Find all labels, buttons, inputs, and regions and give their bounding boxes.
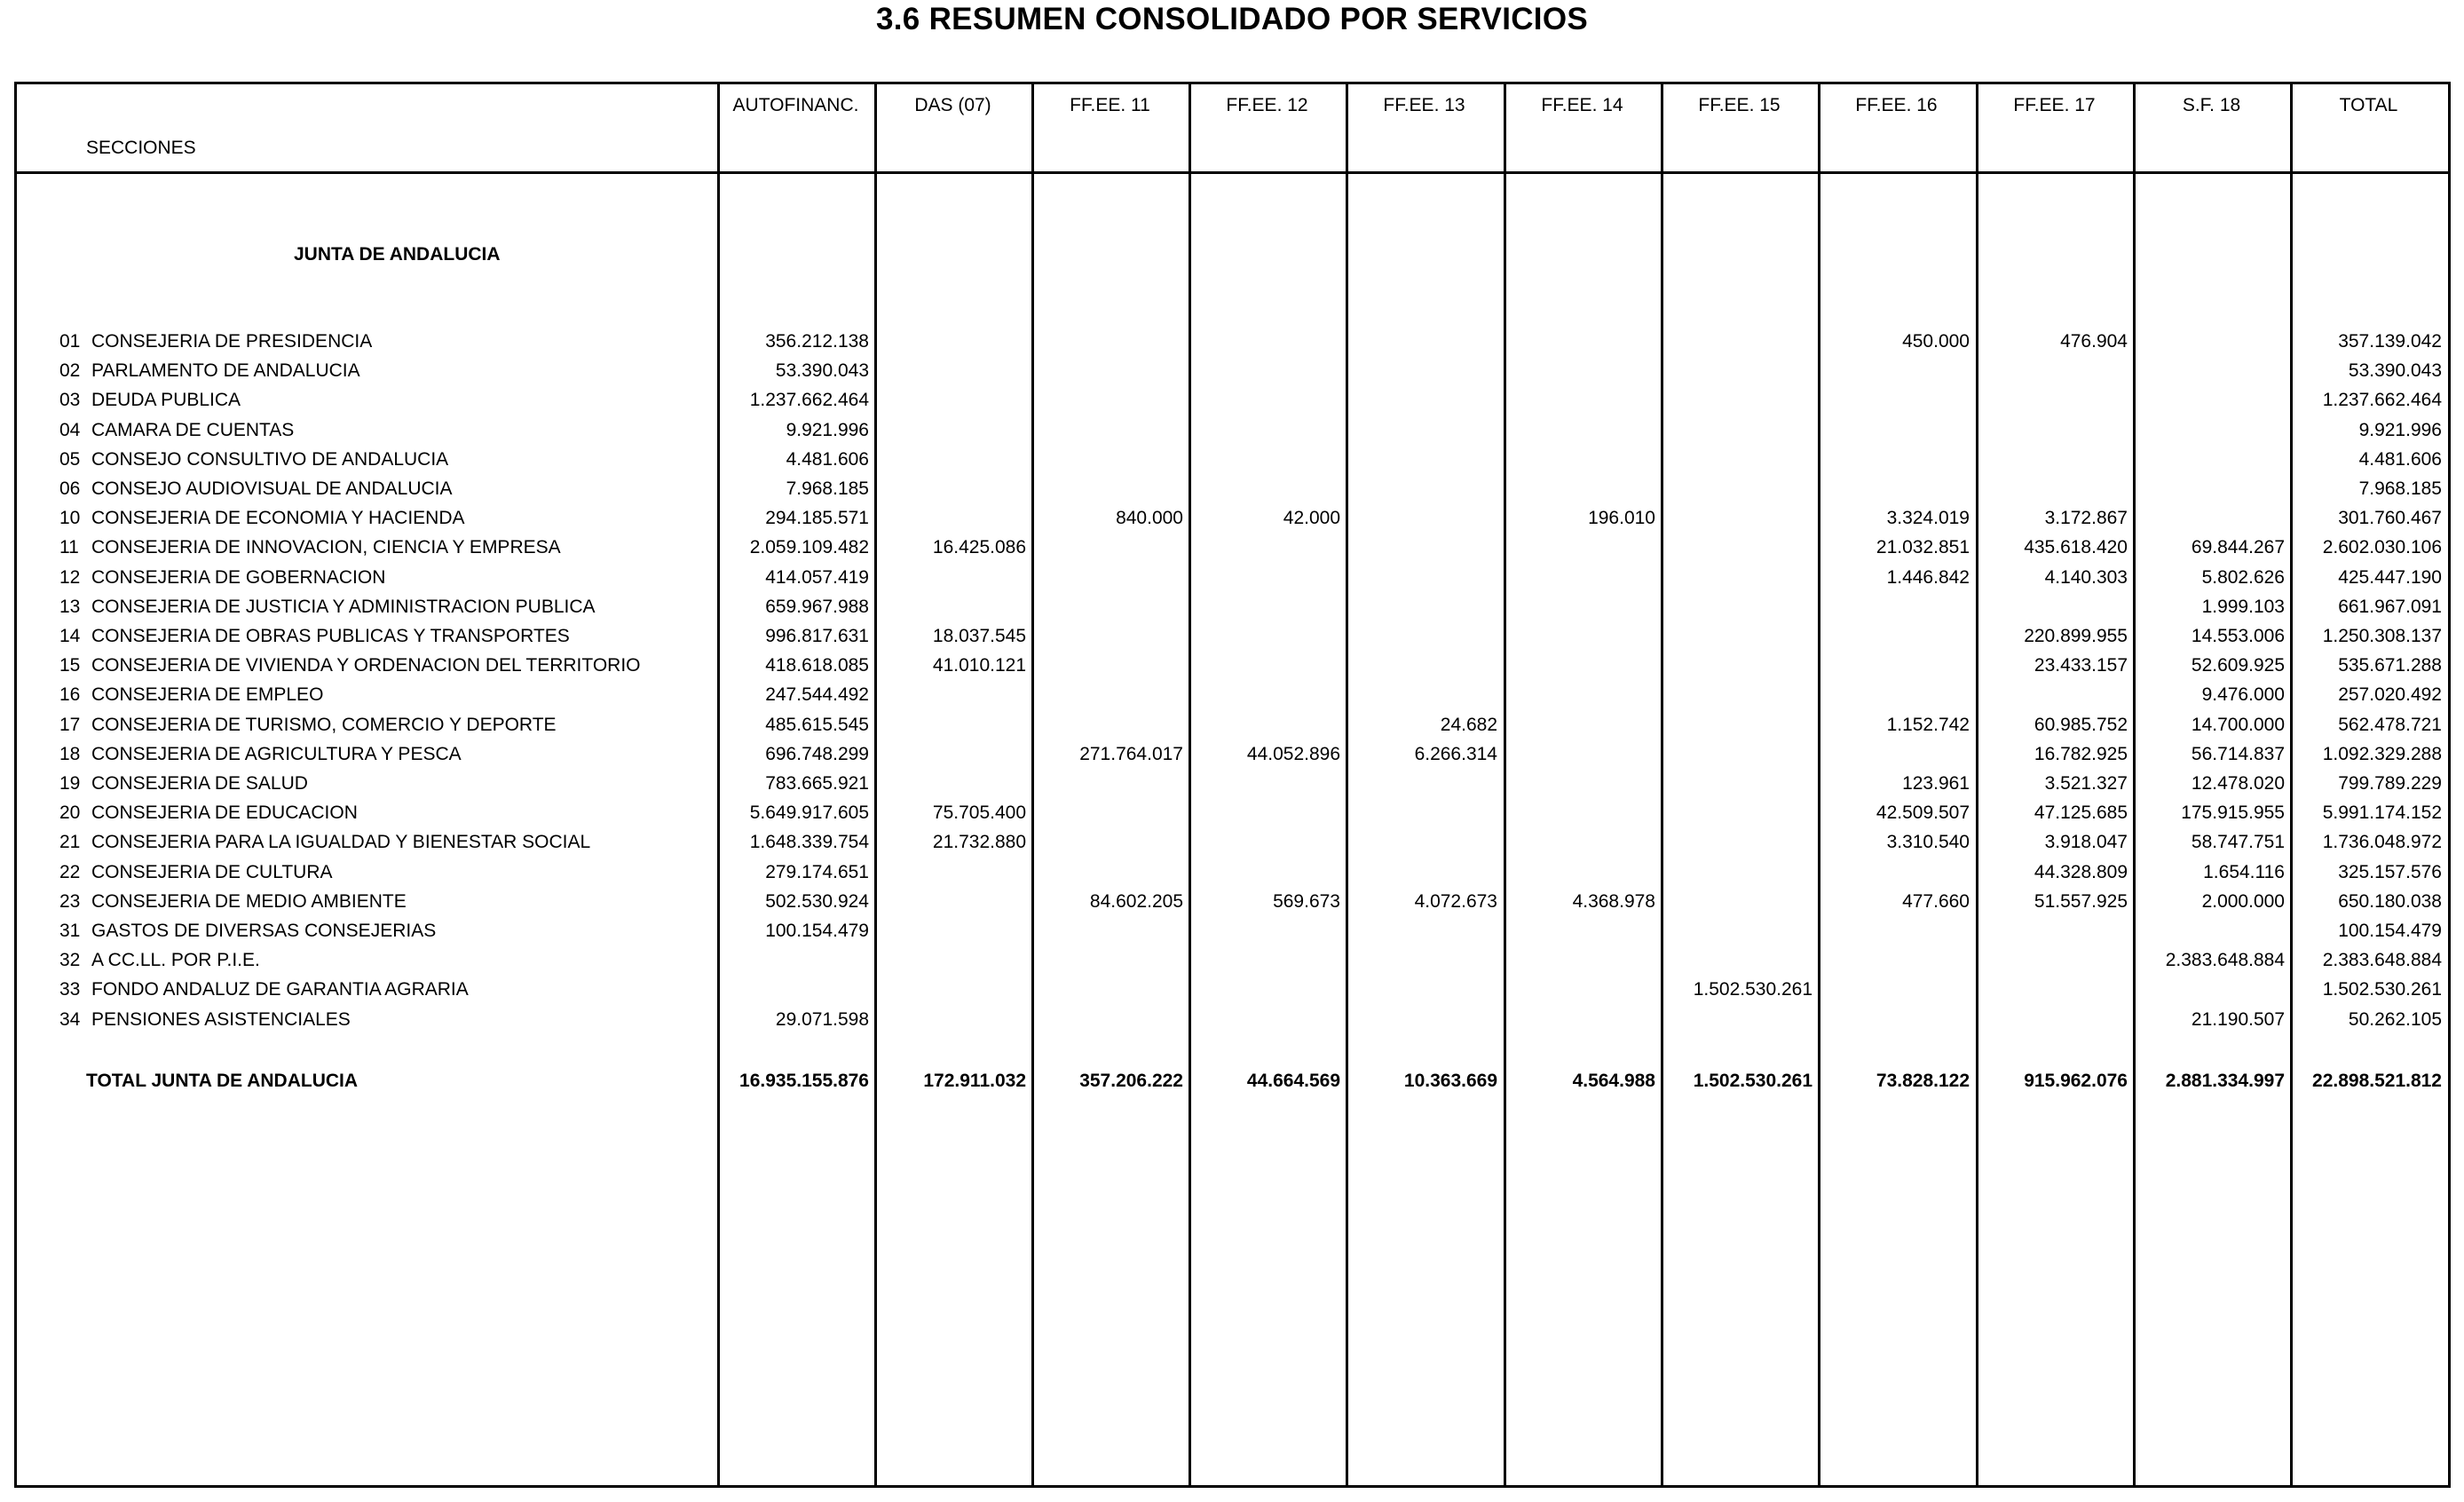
- section-code: 21: [59, 832, 81, 853]
- cell-value: 247.544.492: [765, 684, 869, 706]
- cell-value: 659.967.988: [765, 596, 869, 617]
- group-label: JUNTA DE ANDALUCIA: [294, 244, 501, 265]
- table-row: [0, 950, 2464, 979]
- row-header-label: SECCIONES: [86, 138, 196, 158]
- section-code: 16: [59, 684, 81, 706]
- table-row: [0, 449, 2464, 478]
- cell-value: 3.172.867: [2044, 508, 2128, 529]
- column-divider: [717, 82, 720, 1488]
- table-row: [0, 715, 2464, 744]
- cell-value: 257.020.492: [2338, 684, 2442, 706]
- cell-value: 502.530.924: [765, 890, 869, 912]
- cell-value: 4.481.606: [2358, 448, 2442, 470]
- table-row: [0, 478, 2464, 508]
- cell-value: 418.618.085: [765, 655, 869, 676]
- table-row: [0, 921, 2464, 950]
- cell-value: 75.705.400: [932, 802, 1026, 824]
- section-code: 31: [59, 921, 81, 941]
- table-row: [0, 597, 2464, 626]
- cell-value: 16.782.925: [2034, 743, 2128, 764]
- section-name: FONDO ANDALUZ DE GARANTIA AGRARIA: [91, 979, 469, 1000]
- cell-value: 21.190.507: [2191, 1008, 2285, 1030]
- section-code: 23: [59, 890, 81, 912]
- column-header: AUTOFINANC.: [732, 95, 859, 115]
- cell-value: 2.602.030.106: [2322, 537, 2442, 558]
- cell-value: 1.250.308.137: [2322, 626, 2442, 646]
- cell-value: 325.157.576: [2338, 861, 2442, 882]
- column-header: FF.EE. 12: [1226, 95, 1308, 115]
- cell-value: 44.328.809: [2034, 861, 2128, 882]
- cell-value: 3.324.019: [1886, 508, 1970, 529]
- section-code: 01: [59, 331, 81, 352]
- cell-value: 58.747.751: [2191, 832, 2285, 853]
- section-name: CONSEJO AUDIOVISUAL DE ANDALUCIA: [91, 478, 453, 499]
- section-code: 20: [59, 802, 81, 824]
- cell-value: 356.212.138: [765, 331, 869, 352]
- cell-value: 50.262.105: [2348, 1008, 2442, 1030]
- section-code: 14: [59, 626, 81, 646]
- cell-value: 9.921.996: [786, 419, 869, 440]
- table-row: [0, 420, 2464, 449]
- cell-value: 175.915.955: [2181, 802, 2285, 824]
- column-header: DAS (07): [914, 95, 991, 115]
- section-name: CONSEJERIA DE INNOVACION, CIENCIA Y EMPRESA: [91, 537, 561, 558]
- cell-value: 996.817.631: [765, 626, 869, 646]
- cell-value: 650.180.038: [2338, 890, 2442, 912]
- cell-value: 279.174.651: [765, 861, 869, 882]
- table-row: [0, 331, 2464, 360]
- cell-value: 47.125.685: [2034, 802, 2128, 824]
- cell-value: 2.383.648.884: [2322, 950, 2442, 971]
- cell-value: 84.602.205: [1089, 890, 1183, 912]
- section-name: DEUDA PUBLICA: [91, 390, 241, 411]
- section-name: CAMARA DE CUENTAS: [91, 419, 295, 440]
- section-name: PARLAMENTO DE ANDALUCIA: [91, 360, 360, 382]
- cell-value: 44.664.569: [1246, 1071, 1340, 1091]
- cell-value: 425.447.190: [2338, 566, 2442, 588]
- cell-value: 1.237.662.464: [2322, 390, 2442, 411]
- table-row: [0, 832, 2464, 861]
- column-header: S.F. 18: [2182, 95, 2241, 115]
- cell-value: 22.898.521.812: [2312, 1071, 2442, 1091]
- cell-value: 220.899.955: [2024, 626, 2128, 646]
- cell-value: 1.654.116: [2203, 861, 2285, 882]
- cell-value: 5.649.917.605: [749, 802, 869, 824]
- section-name: CONSEJERIA DE MEDIO AMBIENTE: [91, 890, 407, 912]
- cell-value: 1.092.329.288: [2322, 743, 2442, 764]
- table-row: [0, 684, 2464, 714]
- cell-value: 915.962.076: [2024, 1071, 2128, 1091]
- section-code: 34: [59, 1008, 81, 1030]
- cell-value: 476.904: [2060, 331, 2128, 352]
- cell-value: 5.991.174.152: [2322, 802, 2442, 824]
- cell-value: 535.671.288: [2338, 655, 2442, 676]
- cell-value: 799.789.229: [2338, 773, 2442, 794]
- section-name: CONSEJERIA PARA LA IGUALDAD Y BIENESTAR SOCIAL: [91, 832, 591, 853]
- section-code: 02: [59, 360, 81, 382]
- column-divider: [2290, 82, 2293, 1488]
- column-header: TOTAL: [2339, 95, 2398, 115]
- cell-value: 3.310.540: [1886, 832, 1970, 853]
- cell-value: 100.154.479: [2338, 921, 2442, 941]
- column-divider: [1976, 82, 1978, 1488]
- cell-value: 4.368.978: [1572, 890, 1655, 912]
- section-name: CONSEJERIA DE OBRAS PUBLICAS Y TRANSPORTES: [91, 626, 570, 646]
- table-row: [0, 655, 2464, 684]
- column-divider: [1661, 82, 1663, 1488]
- section-name: A CC.LL. POR P.I.E.: [91, 950, 260, 971]
- cell-value: 41.010.121: [932, 655, 1026, 676]
- cell-value: 24.682: [1440, 714, 1497, 735]
- section-code: 03: [59, 390, 81, 411]
- cell-value: 1.446.842: [1886, 566, 1970, 588]
- cell-value: 18.037.545: [932, 626, 1026, 646]
- section-name: TOTAL JUNTA DE ANDALUCIA: [86, 1071, 359, 1091]
- cell-value: 1.502.530.261: [1693, 1071, 1812, 1091]
- section-code: 15: [59, 655, 81, 676]
- section-name: CONSEJO CONSULTIVO DE ANDALUCIA: [91, 448, 449, 470]
- column-divider: [1504, 82, 1506, 1488]
- section-name: CONSEJERIA DE SALUD: [91, 773, 308, 794]
- column-divider: [2133, 82, 2136, 1488]
- cell-value: 4.481.606: [786, 448, 869, 470]
- table-row: [0, 626, 2464, 655]
- section-code: 06: [59, 478, 81, 499]
- table-row: [0, 360, 2464, 390]
- cell-value: 1.502.530.261: [2322, 979, 2442, 1000]
- cell-value: 100.154.479: [765, 921, 869, 941]
- column-header: FF.EE. 16: [1855, 95, 1938, 115]
- cell-value: 56.714.837: [2191, 743, 2285, 764]
- cell-value: 196.010: [1588, 508, 1655, 529]
- table-row: [0, 862, 2464, 891]
- total-row: [0, 1071, 2464, 1100]
- section-code: 04: [59, 419, 81, 440]
- section-name: CONSEJERIA DE EMPLEO: [91, 684, 324, 706]
- cell-value: 569.673: [1273, 890, 1340, 912]
- cell-value: 357.139.042: [2338, 331, 2442, 352]
- cell-value: 4.564.988: [1572, 1071, 1655, 1091]
- cell-value: 1.648.339.754: [749, 832, 869, 853]
- cell-value: 73.828.122: [1876, 1071, 1970, 1091]
- table-row: [0, 891, 2464, 921]
- cell-value: 3.918.047: [2044, 832, 2128, 853]
- section-code: 13: [59, 596, 81, 617]
- cell-value: 2.881.334.997: [2165, 1071, 2285, 1091]
- section-name: CONSEJERIA DE GOBERNACION: [91, 566, 386, 588]
- column-divider: [1818, 82, 1820, 1488]
- cell-value: 60.985.752: [2034, 714, 2128, 735]
- cell-value: 450.000: [1902, 331, 1970, 352]
- section-name: CONSEJERIA DE JUSTICIA Y ADMINISTRACION PUBLICA: [91, 596, 596, 617]
- cell-value: 661.967.091: [2338, 596, 2442, 617]
- cell-value: 9.476.000: [2201, 684, 2285, 706]
- cell-value: 562.478.721: [2338, 714, 2442, 735]
- cell-value: 21.032.851: [1876, 537, 1970, 558]
- cell-value: 4.072.673: [1414, 890, 1497, 912]
- column-header: FF.EE. 14: [1541, 95, 1623, 115]
- cell-value: 1.237.662.464: [749, 390, 869, 411]
- section-code: 10: [59, 508, 81, 529]
- cell-value: 271.764.017: [1079, 743, 1183, 764]
- header-divider: [14, 171, 2451, 174]
- cell-value: 123.961: [1902, 773, 1970, 794]
- table-row: [0, 744, 2464, 773]
- cell-value: 14.553.006: [2191, 626, 2285, 646]
- cell-value: 1.502.530.261: [1693, 979, 1812, 1000]
- cell-value: 5.802.626: [2201, 566, 2285, 588]
- cell-value: 42.000: [1283, 508, 1340, 529]
- cell-value: 23.433.157: [2034, 655, 2128, 676]
- cell-value: 4.140.303: [2044, 566, 2128, 588]
- column-header: FF.EE. 11: [1070, 95, 1150, 115]
- cell-value: 44.052.896: [1246, 743, 1340, 764]
- cell-value: 14.700.000: [2191, 714, 2285, 735]
- cell-value: 435.618.420: [2024, 537, 2128, 558]
- cell-value: 53.390.043: [2348, 360, 2442, 382]
- cell-value: 51.557.925: [2034, 890, 2128, 912]
- section-name: GASTOS DE DIVERSAS CONSEJERIAS: [91, 921, 437, 941]
- column-header: FF.EE. 13: [1383, 95, 1465, 115]
- section-name: CONSEJERIA DE EDUCACION: [91, 802, 358, 824]
- cell-value: 840.000: [1116, 508, 1183, 529]
- cell-value: 7.968.185: [2358, 478, 2442, 499]
- section-name: PENSIONES ASISTENCIALES: [91, 1008, 351, 1030]
- table-row: [0, 802, 2464, 832]
- cell-value: 52.609.925: [2191, 655, 2285, 676]
- cell-value: 696.748.299: [765, 743, 869, 764]
- cell-value: 9.921.996: [2358, 419, 2442, 440]
- cell-value: 16.425.086: [932, 537, 1026, 558]
- section-name: CONSEJERIA DE PRESIDENCIA: [91, 331, 373, 352]
- cell-value: 3.521.327: [2044, 773, 2128, 794]
- column-header: FF.EE. 17: [2013, 95, 2096, 115]
- table-row: [0, 1009, 2464, 1039]
- cell-value: 69.844.267: [2191, 537, 2285, 558]
- cell-value: 783.665.921: [765, 773, 869, 794]
- table-row: [0, 979, 2464, 1008]
- section-name: CONSEJERIA DE TURISMO, COMERCIO Y DEPORTE: [91, 714, 557, 735]
- section-name: CONSEJERIA DE ECONOMIA Y HACIENDA: [91, 508, 465, 529]
- table-row: [0, 537, 2464, 566]
- cell-value: 7.968.185: [786, 478, 869, 499]
- table-row: [0, 390, 2464, 419]
- cell-value: 301.760.467: [2338, 508, 2442, 529]
- section-code: 05: [59, 448, 81, 470]
- page-title: 3.6 RESUMEN CONSOLIDADO POR SERVICIOS: [876, 2, 1588, 36]
- cell-value: 172.911.032: [923, 1071, 1026, 1091]
- section-code: 18: [59, 743, 81, 764]
- cell-value: 1.999.103: [2201, 596, 2285, 617]
- cell-value: 16.935.155.876: [739, 1071, 869, 1091]
- cell-value: 6.266.314: [1414, 743, 1497, 764]
- cell-value: 485.615.545: [765, 714, 869, 735]
- section-name: CONSEJERIA DE VIVIENDA Y ORDENACION DEL TERRITORIO: [91, 655, 641, 676]
- cell-value: 294.185.571: [765, 508, 869, 529]
- section-code: 22: [59, 861, 81, 882]
- section-code: 11: [59, 537, 79, 558]
- cell-value: 1.152.742: [1886, 714, 1970, 735]
- section-name: CONSEJERIA DE AGRICULTURA Y PESCA: [91, 743, 462, 764]
- cell-value: 42.509.507: [1876, 802, 1970, 824]
- cell-value: 2.059.109.482: [749, 537, 869, 558]
- section-code: 19: [59, 773, 81, 794]
- cell-value: 2.000.000: [2201, 890, 2285, 912]
- table-row: [0, 508, 2464, 537]
- column-header: FF.EE. 15: [1698, 95, 1781, 115]
- cell-value: 357.206.222: [1079, 1071, 1183, 1091]
- section-name: CONSEJERIA DE CULTURA: [91, 861, 333, 882]
- cell-value: 10.363.669: [1403, 1071, 1497, 1091]
- section-code: 17: [59, 714, 81, 735]
- table-row: [0, 773, 2464, 802]
- cell-value: 53.390.043: [775, 360, 869, 382]
- cell-value: 21.732.880: [932, 832, 1026, 853]
- section-code: 33: [59, 979, 81, 1000]
- column-divider: [1189, 82, 1191, 1488]
- column-divider: [1346, 82, 1348, 1488]
- column-divider: [874, 82, 877, 1488]
- cell-value: 29.071.598: [775, 1008, 869, 1030]
- table-row: [0, 567, 2464, 597]
- cell-value: 12.478.020: [2191, 773, 2285, 794]
- column-divider: [1031, 82, 1034, 1488]
- section-code: 12: [59, 566, 81, 588]
- cell-value: 414.057.419: [765, 566, 869, 588]
- cell-value: 2.383.648.884: [2165, 950, 2285, 971]
- cell-value: 1.736.048.972: [2322, 832, 2442, 853]
- cell-value: 477.660: [1902, 890, 1970, 912]
- section-code: 32: [59, 950, 81, 971]
